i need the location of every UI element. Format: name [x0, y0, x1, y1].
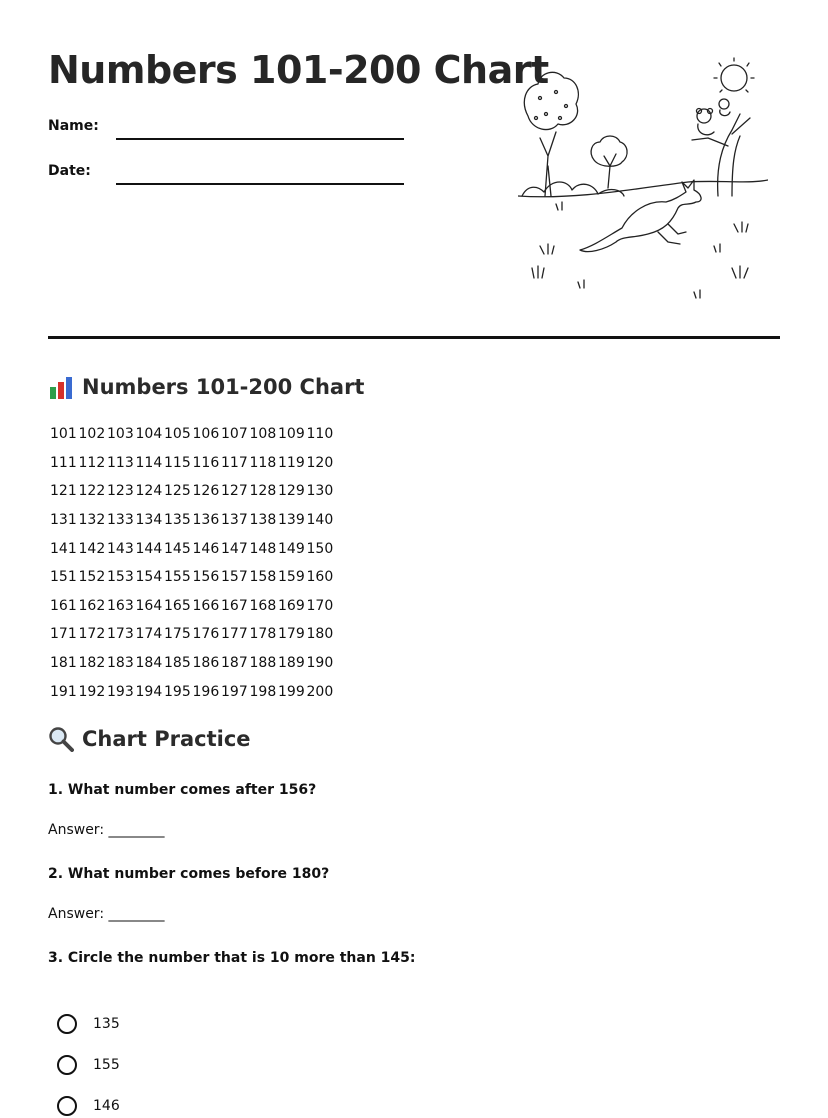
- number-cell: 130: [306, 483, 334, 500]
- number-cell: 137: [221, 512, 248, 529]
- option-label: 135: [93, 1016, 120, 1032]
- number-cell: 174: [135, 626, 163, 643]
- number-cell: 133: [107, 512, 134, 529]
- number-cell: 156: [192, 569, 220, 586]
- number-cell: 159: [278, 569, 305, 586]
- number-cell: 199: [278, 683, 305, 700]
- number-cell: 120: [306, 454, 334, 471]
- number-cell: 106: [192, 426, 220, 443]
- number-cell: 183: [107, 655, 134, 672]
- kangaroo-koala-illustration: [518, 56, 768, 304]
- number-cell: 132: [78, 512, 106, 529]
- practice-heading-text: Chart Practice: [82, 727, 251, 751]
- radio-circle[interactable]: [57, 1096, 77, 1116]
- number-cell: 154: [135, 569, 163, 586]
- number-cell: 194: [135, 683, 163, 700]
- number-cell: 181: [50, 655, 77, 672]
- number-cell: 114: [135, 454, 163, 471]
- radio-circle[interactable]: [57, 1014, 77, 1034]
- number-cell: 131: [50, 512, 77, 529]
- number-cell: 164: [135, 597, 163, 614]
- number-row: [50, 477, 335, 506]
- tree-left: [524, 72, 578, 196]
- number-row: [50, 420, 335, 449]
- number-cell: 119: [278, 454, 305, 471]
- answer-1[interactable]: Answer: ________: [48, 822, 165, 838]
- number-cell: 149: [278, 540, 305, 557]
- number-cell: 103: [107, 426, 134, 443]
- number-row: [50, 534, 335, 563]
- number-cell: 195: [164, 683, 191, 700]
- number-cell: 111: [50, 454, 77, 471]
- radio-circle[interactable]: [57, 1055, 77, 1075]
- number-cell: 141: [50, 540, 77, 557]
- number-cell: 153: [107, 569, 134, 586]
- number-cell: 123: [107, 483, 134, 500]
- number-cell: 167: [221, 597, 248, 614]
- number-cell: 171: [50, 626, 77, 643]
- number-cell: 197: [221, 683, 248, 700]
- bar-chart-icon: [48, 374, 74, 400]
- number-cell: 184: [135, 655, 163, 672]
- number-cell: 136: [192, 512, 220, 529]
- number-cell: 189: [278, 655, 305, 672]
- number-row: [50, 620, 335, 649]
- number-cell: 142: [78, 540, 106, 557]
- number-cell: 109: [278, 426, 305, 443]
- number-cell: 170: [306, 597, 334, 614]
- number-cell: 187: [221, 655, 248, 672]
- number-cell: 102: [78, 426, 106, 443]
- number-cell: 138: [249, 512, 277, 529]
- number-cell: 110: [306, 426, 334, 443]
- number-row: [50, 563, 335, 592]
- tree-middle: [591, 136, 627, 188]
- number-cell: 166: [192, 597, 220, 614]
- number-cell: 116: [192, 454, 220, 471]
- answer-2[interactable]: Answer: ________: [48, 906, 165, 922]
- kangaroo-icon: [580, 180, 701, 252]
- number-cell: 157: [221, 569, 248, 586]
- date-line[interactable]: [116, 183, 404, 185]
- number-cell: 162: [78, 597, 106, 614]
- number-cell: 144: [135, 540, 163, 557]
- option-2[interactable]: [57, 1053, 120, 1077]
- number-cell: 124: [135, 483, 163, 500]
- number-cell: 129: [278, 483, 305, 500]
- number-cell: 180: [306, 626, 334, 643]
- number-cell: 134: [135, 512, 163, 529]
- name-label: Name:: [48, 118, 99, 134]
- number-cell: 163: [107, 597, 134, 614]
- number-cell: 108: [249, 426, 277, 443]
- number-cell: 151: [50, 569, 77, 586]
- number-cell: 173: [107, 626, 134, 643]
- chart-section-heading: [48, 374, 364, 404]
- number-cell: 115: [164, 454, 191, 471]
- header-divider: [48, 336, 780, 339]
- number-cell: 150: [306, 540, 334, 557]
- number-cell: 158: [249, 569, 277, 586]
- number-cell: 148: [249, 540, 277, 557]
- number-cell: 140: [306, 512, 334, 529]
- practice-section-heading: [48, 726, 251, 756]
- option-label: 146: [93, 1098, 120, 1114]
- question-2: 2. What number comes before 180?: [48, 866, 330, 882]
- number-cell: 107: [221, 426, 248, 443]
- option-1[interactable]: [57, 1012, 120, 1036]
- number-cell: 191: [50, 683, 77, 700]
- number-cell: 147: [221, 540, 248, 557]
- number-row: [50, 449, 335, 478]
- option-3[interactable]: [57, 1094, 120, 1118]
- number-cell: 117: [221, 454, 248, 471]
- number-cell: 143: [107, 540, 134, 557]
- number-cell: 127: [221, 483, 248, 500]
- number-cell: 113: [107, 454, 134, 471]
- number-cell: 188: [249, 655, 277, 672]
- number-cell: 126: [192, 483, 220, 500]
- page-title: Numbers 101-200 Chart: [48, 48, 549, 92]
- number-row: [50, 592, 335, 621]
- number-cell: 160: [306, 569, 334, 586]
- number-cell: 128: [249, 483, 277, 500]
- date-label: Date:: [48, 163, 91, 179]
- number-cell: 169: [278, 597, 305, 614]
- number-cell: 139: [278, 512, 305, 529]
- number-cell: 121: [50, 483, 77, 500]
- number-row: [50, 649, 335, 678]
- number-cell: 135: [164, 512, 191, 529]
- number-cell: 104: [135, 426, 163, 443]
- number-cell: 125: [164, 483, 191, 500]
- number-cell: 200: [306, 683, 334, 700]
- number-cell: 176: [192, 626, 220, 643]
- number-chart: [50, 420, 335, 706]
- number-cell: 198: [249, 683, 277, 700]
- number-cell: 190: [306, 655, 334, 672]
- grass-tufts: [532, 202, 748, 298]
- number-cell: 172: [78, 626, 106, 643]
- number-cell: 152: [78, 569, 106, 586]
- option-label: 155: [93, 1057, 120, 1073]
- number-cell: 186: [192, 655, 220, 672]
- number-cell: 193: [107, 683, 134, 700]
- number-cell: 178: [249, 626, 277, 643]
- number-cell: 177: [221, 626, 248, 643]
- number-row: [50, 506, 335, 535]
- number-cell: 155: [164, 569, 191, 586]
- number-cell: 196: [192, 683, 220, 700]
- number-cell: 161: [50, 597, 77, 614]
- number-row: [50, 677, 335, 706]
- sun-icon: [714, 58, 754, 92]
- number-cell: 101: [50, 426, 77, 443]
- number-cell: 122: [78, 483, 106, 500]
- question-1: 1. What number comes after 156?: [48, 782, 317, 798]
- magnifying-glass-icon: [48, 726, 74, 752]
- chart-heading-text: Numbers 101-200 Chart: [82, 375, 365, 399]
- name-line[interactable]: [116, 138, 404, 140]
- number-cell: 105: [164, 426, 191, 443]
- number-cell: 185: [164, 655, 191, 672]
- question-3: 3. Circle the number that is 10 more than 145:: [48, 950, 416, 966]
- number-cell: 146: [192, 540, 220, 557]
- number-cell: 112: [78, 454, 106, 471]
- number-cell: 168: [249, 597, 277, 614]
- number-cell: 192: [78, 683, 106, 700]
- number-cell: 179: [278, 626, 305, 643]
- number-cell: 165: [164, 597, 191, 614]
- number-cell: 175: [164, 626, 191, 643]
- number-cell: 182: [78, 655, 106, 672]
- number-cell: 145: [164, 540, 191, 557]
- number-cell: 118: [249, 454, 277, 471]
